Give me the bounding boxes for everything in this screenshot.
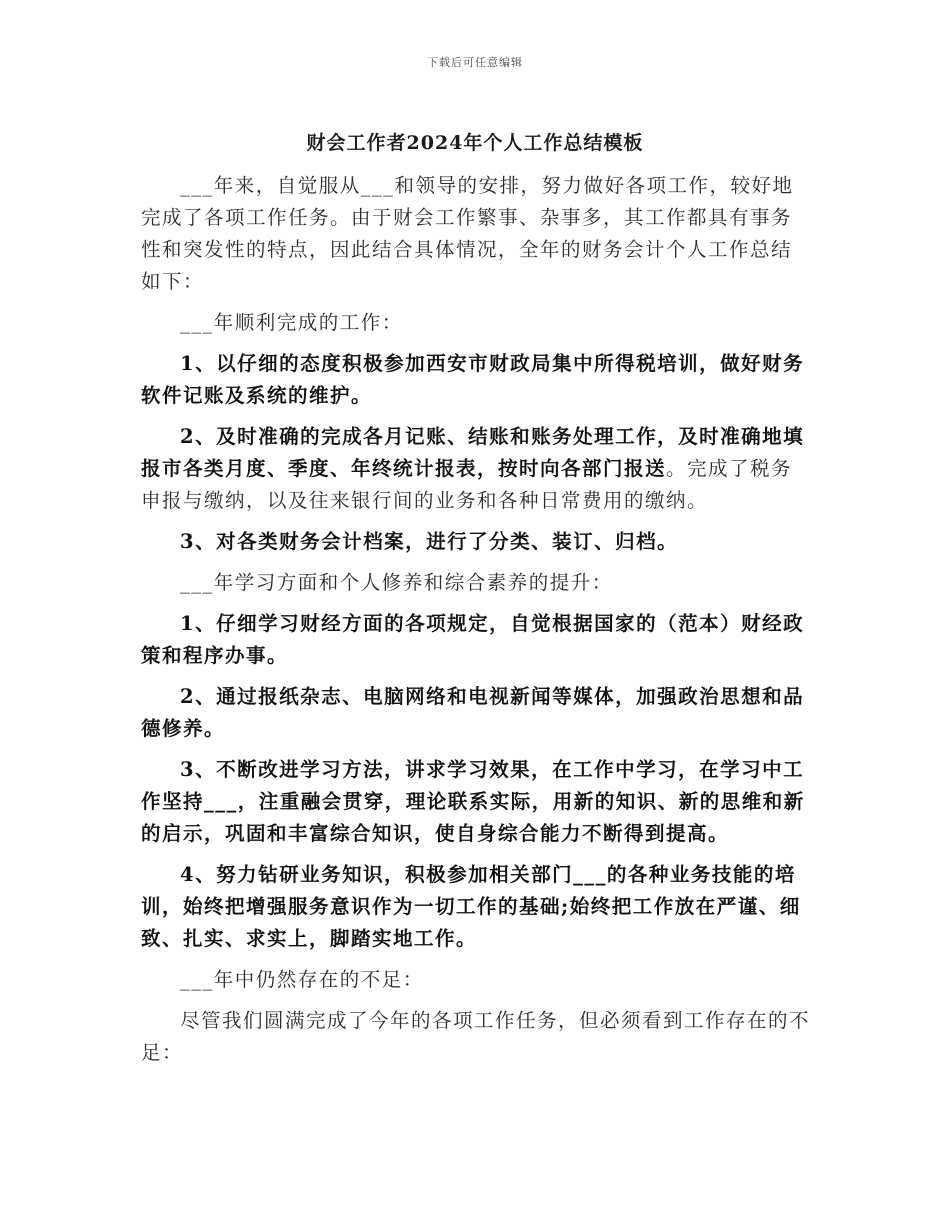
list-item: 2、通过报纸杂志、电脑网络和电视新闻等媒体，加强政治思想和品德修养。	[141, 685, 805, 740]
page-header-note: 下载后可任意编辑	[427, 56, 523, 69]
list-item: 4、努力钻研业务知识，积极参加相关部门___的各种业务技能的培训，始终把增强服务意识作为一切工作的基础;始终把工作放在严谨、细致、扎实、求实上，脚踏实地工作。	[141, 863, 801, 950]
shortcomings-paragraph: 尽管我们圆满完成了今年的各项工作任务，但必须看到工作存在的不足：	[141, 1009, 811, 1064]
section-heading-learning: ___年学习方面和个人修养和综合素养的提升：	[180, 571, 613, 594]
document-title: 财会工作者2024年个人工作总结模板	[306, 132, 644, 154]
list-item: 1、以仔细的态度积极参加西安市财政局集中所得税培训，做好财务软件记账及系统的维护。	[141, 352, 805, 407]
list-item-bold-text: 2、及时准确的完成各月记账、结账和账务处理工作，及时准确地填报市各类月度、季度、年终统计报表，按时向各部门报送	[141, 425, 805, 480]
list-item: 3、对各类财务会计档案，进行了分类、装订、归档。	[180, 530, 679, 553]
section-heading-shortcomings: ___年中仍然存在的不足：	[180, 968, 424, 991]
document-body	[141, 170, 811, 1078]
section-heading-completed-work: ___年顺利完成的工作：	[180, 311, 403, 334]
intro-paragraph: ___年来，自觉服从___和领导的安排，努力做好各项工作，较好地完成了各项工作任务。由于财会工作繁事、杂事多，其工作都具有事务性和突发性的特点，因此结合具体情况，全年的财务会计个人工作总结如下：	[141, 174, 794, 293]
list-item	[141, 421, 811, 517]
list-item: 1、仔细学习财经方面的各项规定，自觉根据国家的（范本）财经政策和程序办事。	[141, 612, 805, 667]
list-item-normal-text: 。完成了税务申报与缴纳，以及往来银行间的业务和各种日常费用的缴纳。	[141, 457, 793, 512]
list-item: 3、不断改进学习方法，讲求学习效果，在工作中学习，在学习中工作坚持___，注重融会贯穿，理论联系实际，用新的知识、新的思维和新的启示，巩固和丰富综合知识，使自身综合能力不断得到提高。	[141, 758, 805, 845]
